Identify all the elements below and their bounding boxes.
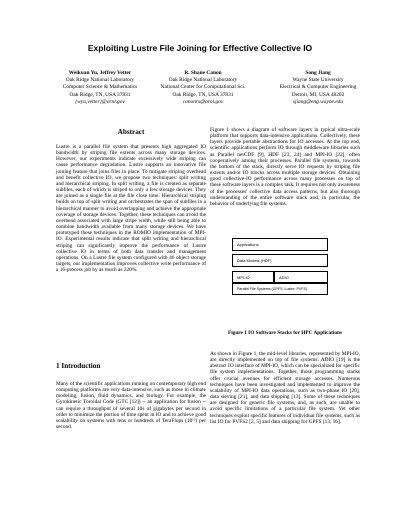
layer-adio: ADIO xyxy=(274,271,328,283)
layer-data-models: Data Models (HDF) xyxy=(232,254,328,267)
author-location: Oak Ridge, TN, USA 37831 xyxy=(69,91,131,98)
author-affiliation: Oak Ridge National Laboratory xyxy=(168,77,238,84)
author-email: {wyu,vetter}@ornl.gov xyxy=(75,98,125,105)
body-paragraph: Figure 1 shows a diagram of software layers in typical ultra-scale platform that supports data-intensive applications. Collectively, these layers provide portable abstractions for IO accesses. At the top end, scientific applications perform IO through middleware libraries such as Parallel netCDF [9], HDF [23, 24] and MPI-IO [22], often cooperatively among their processes. Parallel file systems, towards the bottom of the stack, directly serve IO requests by striping file extents and/or IO blocks across multiple storage devices. Obtaining good collective-IO performance across many processes on top of these software layers is a complex task. It requires not only awareness of the processes' collective data access patterns, but also thorough understanding of the entire software stack and, in particular, the behavior of underlying file systems. xyxy=(210,127,360,207)
right-column-bottom xyxy=(210,351,360,425)
figure-caption: Figure 1 IO Software Stacks for HPC Applications xyxy=(227,330,343,336)
author-department: National Center for Computational Sci. xyxy=(160,84,246,91)
abstract-body xyxy=(56,144,206,273)
author-2 xyxy=(143,70,263,106)
author-department: Electrical & Computer Engineering xyxy=(279,84,357,91)
abstract-heading: Abstract xyxy=(117,128,145,136)
author-name: Song Jiang xyxy=(305,70,331,76)
author-department: Computer Science & Mathematics xyxy=(62,84,138,91)
author-3 xyxy=(254,70,382,106)
body-paragraph: As shown in Figure 1, the mid-level libraries, represented by MPI-IO, are directly implemented on top of file systems. ADIO [19] is the abstract IO interface of MPI-IO, which can be specialized for specific file system implementations. Together, those programming stacks offer crucial avenues for efficient storage accesses. Numerous techniques have been investigated and implemented to improve the scalability of MPI-IO data operations, such as two-phase IO [20], data sieving [21], and data shipping [13]. Some of these techniques are designed for generic file systems, and, as such, are unable to avoid specific limitations of a particular file system. Yet other techniques exploit specific features of individual file systems, such as list IO for PVFS2 [2, 5] and data shipping for GPFS [13, 16]. xyxy=(210,351,360,425)
author-name: R. Shane Canon xyxy=(184,70,222,76)
author-1 xyxy=(40,70,160,106)
software-stack-figure xyxy=(226,236,334,312)
right-column-top xyxy=(210,127,360,207)
introduction-text: Many of the scientific applications running on contemporary high end computing platforms are very data-intensive, such as those in climate modeling, fusion, fluid dynamics, and biology. For example, the Gyrokinetic Toroidal Code (GTC [12]) -- an application for fusion -- can require a throughput of several 10s of gigabytes per second in order to minimize the portion of time spent in IO and to achieve good scalability on systems with tens or hundreds of TeraFlops (10¹²) per second. xyxy=(56,381,206,431)
author-name: Weikuan Yu, Jeffrey Vetter xyxy=(68,70,132,76)
layer-parallel-file-systems: Parallel File Systems (GPFS, Lustre, PVFS) xyxy=(232,283,328,295)
paper-title: Exploiting Lustre File Joining for Effective Collective IO xyxy=(87,43,313,53)
author-email: sjiang@eng.wayne.edu xyxy=(292,98,344,105)
author-affiliation: Wayne State University xyxy=(292,77,344,84)
author-location: Oak Ridge, TN, USA 37831 xyxy=(172,91,234,98)
layer-applications: Applications xyxy=(232,238,328,251)
author-location: Detroit, MI, USA 48202 xyxy=(291,91,345,98)
layer-mpi-io: MPI-IO xyxy=(232,271,274,283)
introduction-body xyxy=(56,381,206,430)
author-email: canonrs@ornl.gov xyxy=(182,98,224,105)
introduction-heading: 1 Introduction xyxy=(56,362,101,370)
abstract-text: Lustre is a parallel file system that presents high aggregated IO bandwidth by striping file extents across many storage devices. However, our experiments indicate excessively wide striping can cause performance degradation. Lustre supports an innovative file joining feature that joins files in place. To mitigate striping overhead and benefit collective IO, we propose two techniques: split writing and hierarchical striping. In split writing, a file is created as separate subfiles, each of which is striped to only a few storage devices. They are joined as a single file at the file close time. Hierarchical striping builds on top of split writing and orchestrates the span of subfiles in a hierarchical manner to avoid overlapping and achieve the appropriate coverage of storage devices. Together, these techniques can avoid the overhead associated with large stripe width, while still being able to combine bandwidth available from many storage devices. We have prototyped these techniques in the ROMIO implementation of MPI-IO. Experimental results indicate that split writing and hierarchical striping can significantly improve the performance of Lustre collective IO in terms of both data transfer and management operations. On a Lustre file system configured with 46 object storage targets, our implementation improves collective write performance of a 16-process job by as much as 220%. xyxy=(56,144,206,274)
author-affiliation: Oak Ridge National Laboratory xyxy=(65,77,135,84)
